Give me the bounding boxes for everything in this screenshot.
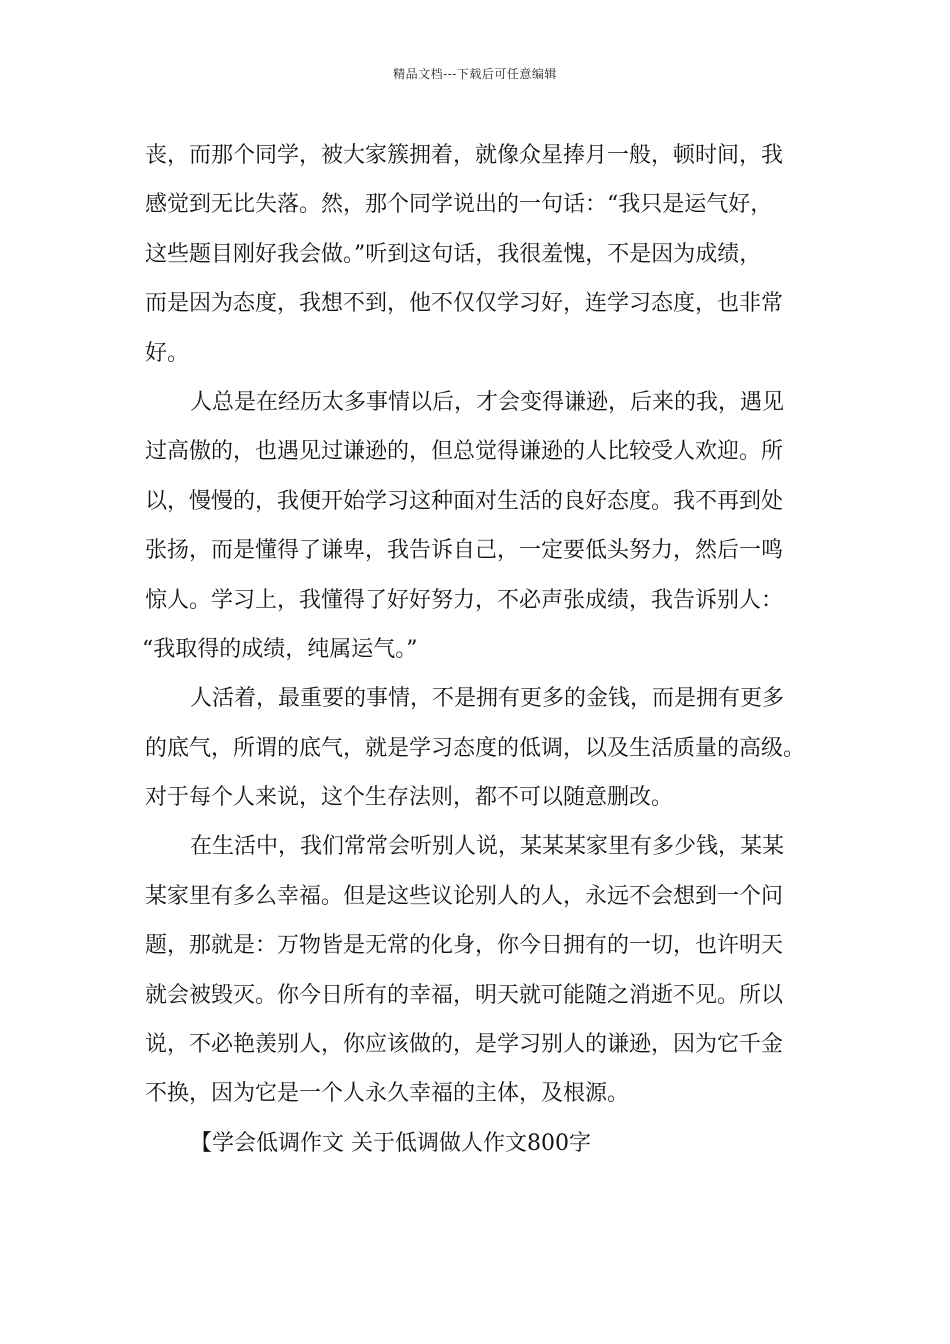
text-line: 的底气，所谓的底气，就是学习态度的低调，以及生活质量的高级。 bbox=[145, 735, 806, 761]
paragraph-start-line: 人活着，最重要的事情，不是拥有更多的金钱，而是拥有更多 bbox=[190, 686, 785, 712]
text-line: 某家里有多么幸福。但是这些议论别人的人，永远不会想到一个问 bbox=[145, 883, 784, 909]
text-line: “我取得的成绩，纯属运气。” bbox=[142, 636, 418, 662]
text-line: 以，慢慢的，我便开始学习这种面对生活的良好态度。我不再到处 bbox=[145, 488, 784, 514]
text-line: 这些题目刚好我会做。”听到这句话，我很羞愧，不是因为成绩， bbox=[145, 241, 762, 267]
page-header: 精品文档---下载后可任意编辑 bbox=[393, 67, 557, 81]
text-line: 感觉到无比失落。然，那个同学说出的一句话：“我只是运气好， bbox=[145, 192, 773, 218]
text-line: 丧，而那个同学，被大家簇拥着，就像众星捧月一般，顿时间，我 bbox=[145, 143, 784, 168]
text-line: 不换，因为它是一个人永久幸福的主体，及根源。 bbox=[145, 1081, 630, 1107]
paragraph-start-line: 在生活中，我们常常会听别人说，某某某家里有多少钱，某某 bbox=[190, 834, 785, 860]
document-body bbox=[142, 131, 810, 1168]
text-line: 就会被毁灭。你今日所有的幸福，明天就可能随之消逝不见。所以 bbox=[145, 982, 784, 1008]
text-line: 好。 bbox=[145, 340, 190, 366]
text-line: 而是因为态度，我想不到，他不仅仅学习好，连学习态度，也非常 bbox=[145, 291, 784, 317]
paragraph-start-line: 人总是在经历太多事情以后，才会变得谦逊，后来的我，遇见 bbox=[190, 389, 785, 415]
text-line: 说，不必艳羡别人，你应该做的，是学习别人的谦逊，因为它千金 bbox=[145, 1032, 784, 1058]
text-line: 张扬，而是懂得了谦卑，我告诉自己，一定要低头努力，然后一鸣 bbox=[145, 538, 784, 564]
text-line: 惊人。学习上，我懂得了好好努力，不必声张成绩，我告诉别人： bbox=[145, 587, 784, 613]
text-line: 对于每个人来说，这个生存法则，都不可以随意删改。 bbox=[145, 785, 674, 811]
text-line: 题，那就是：万物皆是无常的化身，你今日拥有的一切，也许明天 bbox=[145, 933, 784, 959]
text-line: 过高傲的，也遇见过谦逊的，但总觉得谦逊的人比较受人欢迎。所 bbox=[145, 439, 784, 465]
article-title-line: 【学会低调作文 关于低调做人作文800字 bbox=[190, 1130, 591, 1156]
